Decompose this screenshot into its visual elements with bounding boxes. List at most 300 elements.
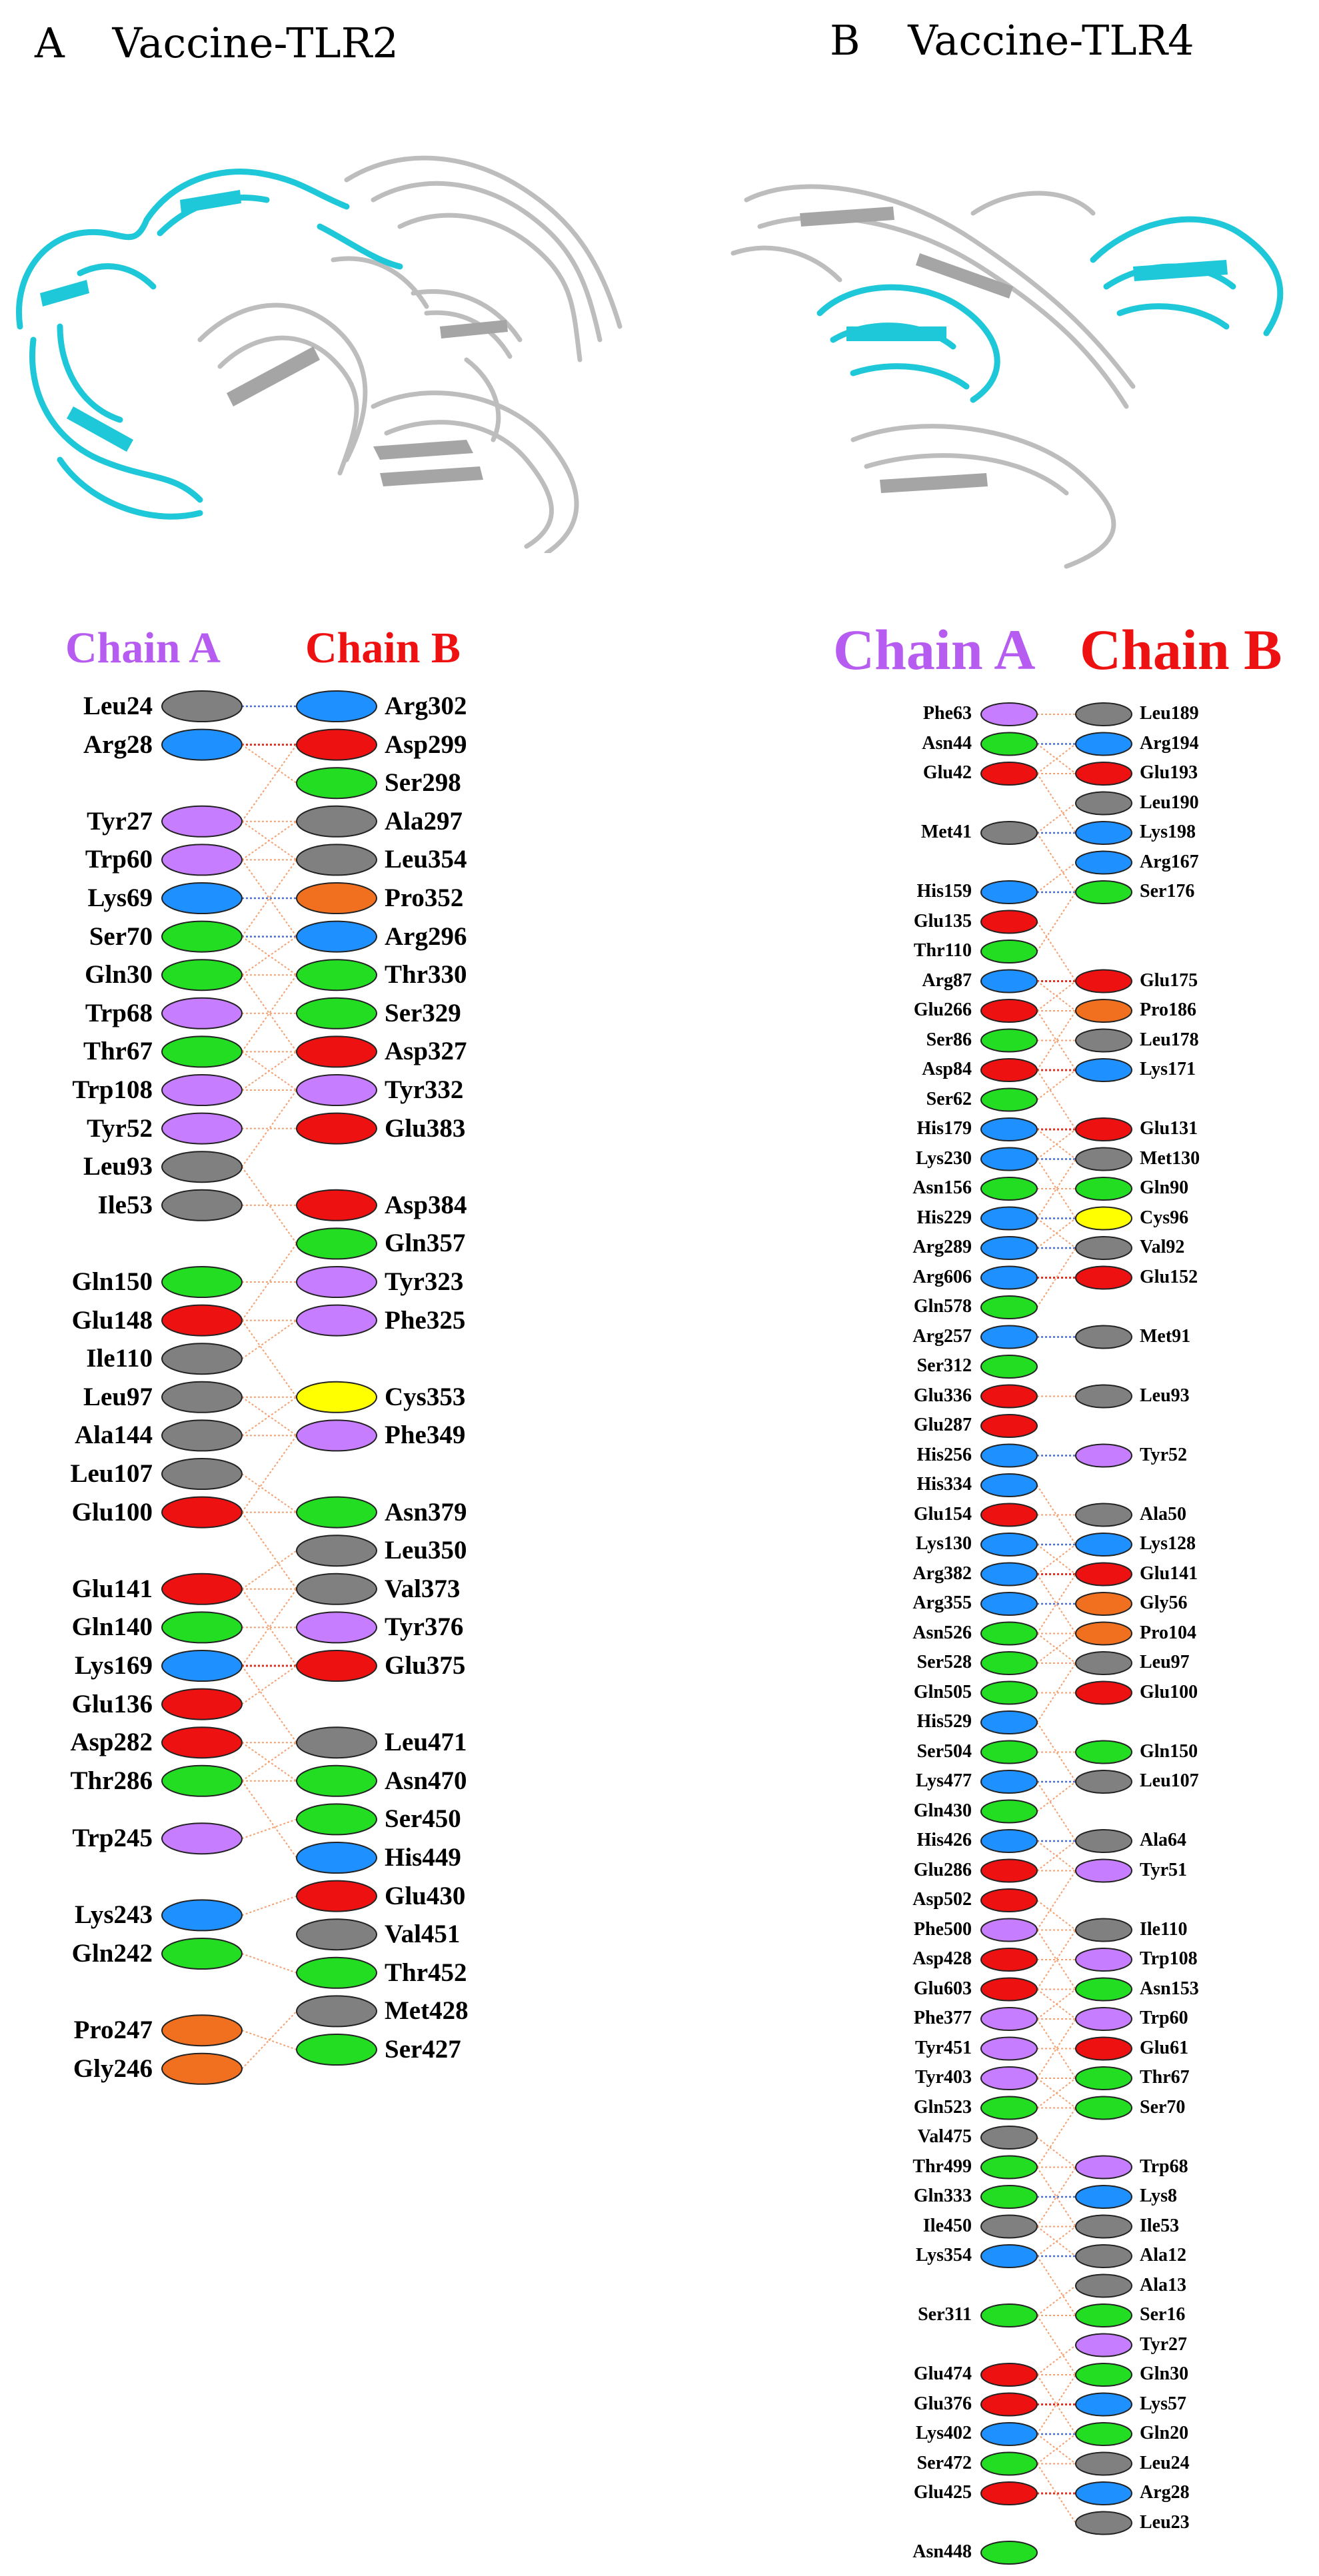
interaction-link (1037, 1782, 1076, 1812)
residue-label-cys353: Cys353 (385, 1382, 466, 1411)
residue-label-glu42: Glu42 (922, 762, 972, 783)
residue-label-leu471: Leu471 (385, 1728, 467, 1757)
residue-node-val475 (981, 2126, 1037, 2149)
residue-node-leu93 (1076, 1385, 1132, 1408)
residue-label-ser176: Ser176 (1140, 881, 1195, 902)
panel-b-letter: B (830, 16, 860, 65)
panel-b-title: Vaccine-TLR4 (908, 16, 1194, 65)
residue-label-arg302: Arg302 (385, 692, 467, 720)
residue-label-tyr27: Tyr27 (1140, 2333, 1188, 2355)
residue-label-leu189: Leu189 (1140, 703, 1199, 724)
residue-node-ile110 (1076, 1919, 1132, 1942)
residue-label-phe63: Phe63 (922, 703, 972, 724)
residue-label-glu131: Glu131 (1140, 1118, 1198, 1139)
residue-label-glu136: Glu136 (71, 1689, 153, 1718)
residue-label-lys130: Lys130 (915, 1533, 972, 1554)
residue-node-glu193 (1076, 762, 1132, 785)
residue-node-tyr51 (1076, 1860, 1132, 1882)
interaction-link (1037, 774, 1076, 833)
interaction-link (1037, 804, 1076, 834)
residue-node-glu131 (1076, 1118, 1132, 1141)
residue-label-ala50: Ala50 (1140, 1503, 1186, 1525)
residue-node-ala64 (1076, 1830, 1132, 1852)
residue-node-arg194 (1076, 733, 1132, 756)
residue-label-arg194: Arg194 (1140, 732, 1199, 754)
residue-label-asp282: Asp282 (70, 1728, 153, 1757)
residue-node-tyr451 (981, 2038, 1037, 2060)
residue-label-leu350: Leu350 (385, 1536, 467, 1565)
residue-node-glu175 (1076, 970, 1132, 993)
residue-label-glu193: Glu193 (1140, 762, 1198, 783)
residue-label-gln20: Gln20 (1140, 2423, 1189, 2443)
residue-node-tyr403 (981, 2067, 1037, 2090)
residue-label-leu24: Leu24 (1140, 2452, 1190, 2473)
residue-label-pro247: Pro247 (73, 2016, 153, 2045)
residue-label-phe325: Phe325 (385, 1305, 466, 1335)
residue-node-ser70 (1076, 2097, 1132, 2120)
residue-node-cys96 (1076, 1207, 1132, 1230)
residue-label-val92: Val92 (1140, 1237, 1185, 1257)
residue-label-trp60: Trp60 (85, 845, 153, 874)
interaction-link (1037, 1900, 1076, 1930)
interaction-link (1037, 2345, 1076, 2375)
residue-label-lys354: Lys354 (915, 2245, 972, 2265)
residue-label-his426: His426 (916, 1830, 972, 1850)
residue-node-asp502 (981, 1889, 1037, 1912)
residue-node-gln505 (981, 1682, 1037, 1704)
residue-node-met41 (981, 822, 1037, 844)
residue-label-asp299: Asp299 (385, 730, 467, 759)
residue-label-leu24: Leu24 (83, 692, 153, 720)
residue-label-tyr332: Tyr332 (385, 1075, 464, 1104)
panel-a-chain-a-header: Chain A (65, 624, 221, 672)
residue-node-gln430 (981, 1800, 1037, 1823)
residue-label-gln430: Gln430 (913, 1800, 972, 1821)
residue-label-tyr403: Tyr403 (914, 2067, 972, 2088)
residue-label-ser528: Ser528 (916, 1652, 972, 1672)
residue-node-trp108 (1076, 1948, 1132, 1971)
residue-label-ile53: Ile53 (1140, 2215, 1180, 2236)
residue-label-val373: Val373 (385, 1574, 461, 1603)
residue-node-asn153 (1076, 1978, 1132, 2001)
residue-label-asn470: Asn470 (385, 1766, 467, 1795)
residue-node-ser176 (1076, 881, 1132, 904)
residue-label-asn156: Asn156 (912, 1177, 972, 1198)
residue-node-lys402 (981, 2423, 1037, 2445)
residue-node-his179 (981, 1118, 1037, 1141)
residue-label-trp108: Trp108 (1140, 1948, 1198, 1969)
residue-node-ser16 (1076, 2304, 1132, 2327)
residue-label-glu266: Glu266 (913, 999, 972, 1020)
residue-label-leu23: Leu23 (1140, 2511, 1190, 2533)
residue-label-cys96: Cys96 (1140, 1207, 1189, 1228)
residue-node-arg289 (981, 1237, 1037, 1259)
residue-node-glu425 (981, 2482, 1037, 2505)
residue-label-glu376: Glu376 (913, 2393, 972, 2414)
residue-node-ser472 (981, 2453, 1037, 2475)
residue-label-glu100: Glu100 (1140, 1681, 1198, 1702)
residue-node-glu287 (981, 1415, 1037, 1437)
residue-label-pro186: Pro186 (1140, 999, 1197, 1020)
residue-label-tyr52: Tyr52 (87, 1113, 153, 1143)
residue-label-gln523: Gln523 (913, 2096, 972, 2118)
residue-node-glu266 (981, 999, 1037, 1022)
residue-label-ser311: Ser311 (918, 2304, 972, 2325)
residue-node-lys57 (1076, 2393, 1132, 2416)
residue-node-lys8 (1076, 2186, 1132, 2208)
residue-node-asn156 (981, 1177, 1037, 1200)
residue-node-phe63 (981, 703, 1037, 726)
residue-label-lys57: Lys57 (1140, 2393, 1187, 2414)
residue-node-gln523 (981, 2097, 1037, 2120)
residue-label-val451: Val451 (385, 1920, 461, 1949)
residue-node-leu23 (1076, 2512, 1132, 2535)
residue-node-lys198 (1076, 822, 1132, 844)
residue-label-ser472: Ser472 (916, 2452, 972, 2473)
residue-label-trp245: Trp245 (72, 1824, 153, 1853)
residue-node-his334 (981, 1474, 1037, 1497)
residue-label-arg28: Arg28 (1140, 2482, 1190, 2503)
residue-label-lys198: Lys198 (1140, 822, 1196, 842)
residue-node-leu178 (1076, 1029, 1132, 1052)
residue-label-ala64: Ala64 (1140, 1830, 1186, 1850)
interaction-link (1037, 1782, 1076, 1841)
residue-node-arg257 (981, 1326, 1037, 1349)
residue-label-ser504: Ser504 (916, 1740, 972, 1762)
residue-node-glu42 (981, 762, 1037, 785)
residue-label-arg355: Arg355 (912, 1593, 972, 1613)
residue-label-phe377: Phe377 (913, 2008, 972, 2028)
residue-node-gln20 (1076, 2423, 1132, 2445)
residue-label-his179: His179 (916, 1118, 972, 1139)
residue-label-arg289: Arg289 (912, 1237, 972, 1257)
residue-label-his159: His159 (916, 881, 972, 902)
residue-label-pro104: Pro104 (1140, 1622, 1197, 1643)
residue-label-leu93: Leu93 (1140, 1385, 1190, 1406)
residue-label-glu141: Glu141 (1140, 1563, 1198, 1584)
residue-label-gln242: Gln242 (71, 1939, 153, 1968)
residue-label-thr330: Thr330 (385, 960, 467, 989)
residue-label-ser16: Ser16 (1140, 2304, 1186, 2325)
residue-node-thr67 (1076, 2067, 1132, 2090)
residue-label-thr452: Thr452 (385, 1958, 467, 1987)
interaction-link (1037, 1871, 1076, 1930)
residue-label-lys8: Lys8 (1140, 2186, 1178, 2206)
residue-label-his529: His529 (916, 1711, 972, 1732)
residue-node-glu376 (981, 2393, 1037, 2416)
residue-label-leu97: Leu97 (83, 1382, 153, 1411)
residue-label-met41: Met41 (920, 822, 972, 842)
residue-node-ser312 (981, 1355, 1037, 1378)
residue-node-ser528 (981, 1652, 1037, 1674)
residue-label-gln578: Gln578 (913, 1296, 972, 1317)
residue-label-glu336: Glu336 (913, 1385, 972, 1406)
residue-node-phe500 (981, 1919, 1037, 1942)
interaction-link (1037, 2315, 1076, 2375)
residue-node-glu61 (1076, 2038, 1132, 2060)
residue-label-ala297: Ala297 (385, 806, 463, 836)
residue-label-tyr52: Tyr52 (1140, 1444, 1188, 1465)
residue-label-ile110: Ile110 (1140, 1918, 1188, 1940)
residue-node-pro104 (1076, 1622, 1132, 1645)
residue-label-his256: His256 (916, 1444, 972, 1465)
residue-label-asp428: Asp428 (912, 1948, 972, 1969)
residue-node-trp60 (1076, 2008, 1132, 2030)
residue-node-glu152 (1076, 1267, 1132, 1289)
residue-label-glu154: Glu154 (913, 1503, 972, 1525)
residue-label-glu175: Glu175 (1140, 969, 1198, 991)
residue-node-thr499 (981, 2156, 1037, 2179)
residue-label-asp84: Asp84 (922, 1059, 972, 1079)
residue-label-arg382: Arg382 (912, 1563, 972, 1584)
residue-label-pro352: Pro352 (385, 884, 464, 912)
residue-label-ile53: Ile53 (97, 1190, 153, 1219)
residue-node-trp68 (1076, 2156, 1132, 2179)
residue-label-leu107: Leu107 (1140, 1770, 1199, 1791)
residue-label-asn526: Asn526 (912, 1622, 972, 1643)
residue-node-lys128 (1076, 1533, 1132, 1556)
residue-label-gln333: Gln333 (913, 2186, 972, 2206)
residue-node-glu603 (981, 1978, 1037, 2001)
residue-label-trp108: Trp108 (72, 1075, 153, 1104)
residue-node-glu100 (1076, 1682, 1132, 1704)
residue-node-arg355 (981, 1593, 1037, 1615)
residue-label-glu61: Glu61 (1140, 2037, 1189, 2058)
residue-label-ser329: Ser329 (385, 998, 461, 1027)
residue-node-lys130 (981, 1533, 1037, 1556)
residue-label-tyr451: Tyr451 (914, 2037, 972, 2058)
panel-a-chain-b-header: Chain B (305, 624, 461, 672)
residue-label-val475: Val475 (917, 2126, 972, 2147)
residue-label-lys243: Lys243 (74, 1900, 153, 1930)
interaction-link (1037, 2138, 1076, 2168)
residue-node-val92 (1076, 1237, 1132, 1259)
residue-label-ser450: Ser450 (385, 1804, 461, 1834)
residue-label-ile110: Ile110 (86, 1344, 153, 1373)
residue-label-gln150: Gln150 (1140, 1740, 1198, 1762)
panel-b-chain-a-header: Chain A (833, 618, 1036, 682)
residue-node-leu107 (1076, 1770, 1132, 1793)
panel-b-chain-b-header: Chain B (1080, 618, 1282, 682)
residue-label-gly56: Gly56 (1140, 1593, 1188, 1613)
interaction-link (1037, 2286, 1076, 2316)
residue-label-gln357: Gln357 (385, 1229, 466, 1258)
residue-label-ala144: Ala144 (75, 1421, 153, 1450)
residue-label-thr286: Thr286 (70, 1766, 153, 1795)
residue-node-gln333 (981, 2186, 1037, 2208)
residue-label-ser312: Ser312 (916, 1355, 972, 1376)
residue-label-lys128: Lys128 (1140, 1533, 1196, 1554)
residue-label-ser70: Ser70 (1140, 2096, 1186, 2118)
residue-node-ile450 (981, 2216, 1037, 2238)
residue-label-ser62: Ser62 (926, 1088, 972, 1109)
interaction-link (1037, 833, 1076, 892)
residue-label-glu148: Glu148 (71, 1305, 153, 1335)
residue-node-his229 (981, 1207, 1037, 1230)
residue-label-asp384: Asp384 (385, 1190, 467, 1219)
residue-node-asn448 (981, 2541, 1037, 2564)
panel-a-title: Vaccine-TLR2 (112, 19, 399, 67)
residue-label-glu603: Glu603 (913, 1978, 972, 1999)
residue-label-glu375: Glu375 (385, 1651, 466, 1680)
residue-label-glu152: Glu152 (1140, 1266, 1198, 1287)
residue-node-leu97 (1076, 1652, 1132, 1674)
residue-label-asn448: Asn448 (912, 2541, 972, 2562)
residue-label-arg87: Arg87 (922, 969, 972, 991)
residue-label-lys477: Lys477 (915, 1770, 972, 1791)
interaction-link (1037, 2108, 1076, 2168)
residue-node-thr110 (981, 940, 1037, 963)
residue-node-gly56 (1076, 1593, 1132, 1615)
residue-label-his229: His229 (916, 1207, 972, 1228)
residue-label-glu286: Glu286 (913, 1859, 972, 1880)
residue-node-arg167 (1076, 852, 1132, 874)
residue-node-arg606 (981, 1267, 1037, 1289)
residue-node-gln30 (1076, 2363, 1132, 2386)
residue-label-phe500: Phe500 (913, 1918, 972, 1940)
residue-node-gln578 (981, 1296, 1037, 1319)
residue-label-glu430: Glu430 (385, 1881, 466, 1910)
residue-node-asp428 (981, 1948, 1037, 1971)
residue-label-glu383: Glu383 (385, 1113, 466, 1143)
residue-node-pro186 (1076, 999, 1132, 1022)
residue-label-gln505: Gln505 (913, 1681, 972, 1702)
residue-label-ala12: Ala12 (1140, 2245, 1186, 2265)
interaction-link (1037, 1070, 1076, 1129)
residue-label-lys171: Lys171 (1140, 1059, 1196, 1079)
residue-label-tyr27: Tyr27 (87, 806, 153, 836)
residue-node-ile53 (1076, 2216, 1132, 2238)
residue-label-tyr51: Tyr51 (1140, 1859, 1188, 1880)
residue-node-his529 (981, 1711, 1037, 1734)
residue-node-his426 (981, 1830, 1037, 1852)
interaction-link (1037, 892, 1076, 952)
residue-label-ser86: Ser86 (926, 1029, 972, 1050)
residue-node-ala12 (1076, 2245, 1132, 2267)
residue-node-glu154 (981, 1504, 1037, 1527)
residue-node-ser86 (981, 1029, 1037, 1052)
residue-label-gln140: Gln140 (71, 1612, 153, 1642)
interaction-link (1037, 1070, 1076, 1100)
residue-node-gln90 (1076, 1177, 1132, 1200)
residue-node-ser504 (981, 1741, 1037, 1764)
residue-label-lys230: Lys230 (915, 1147, 972, 1169)
residue-node-ala50 (1076, 1504, 1132, 1527)
residue-label-gln150: Gln150 (71, 1267, 153, 1296)
residue-label-glu100: Glu100 (71, 1497, 153, 1527)
residue-label-asn153: Asn153 (1140, 1978, 1199, 1999)
residue-node-lys230 (981, 1148, 1037, 1171)
residue-node-phe377 (981, 2008, 1037, 2030)
residue-node-ala13 (1076, 2275, 1132, 2297)
residue-node-arg28 (1076, 2482, 1132, 2505)
interaction-link (1037, 922, 1076, 981)
residue-label-lys402: Lys402 (915, 2423, 972, 2443)
residue-node-gln150 (1076, 1741, 1132, 1764)
residue-node-his256 (981, 1445, 1037, 1467)
residue-label-arg296: Arg296 (385, 922, 467, 951)
residue-label-met428: Met428 (385, 1996, 469, 2026)
residue-label-trp60: Trp60 (1140, 2008, 1188, 2028)
residue-node-ser311 (981, 2304, 1037, 2327)
residue-node-his159 (981, 881, 1037, 904)
residue-node-asn44 (981, 733, 1037, 756)
interaction-link (1037, 863, 1076, 893)
residue-label-ser70: Ser70 (89, 922, 153, 951)
residue-label-ile450: Ile450 (922, 2215, 972, 2236)
residue-node-lys171 (1076, 1059, 1132, 1081)
residue-label-leu354: Leu354 (385, 845, 467, 874)
residue-node-lys477 (981, 1770, 1037, 1793)
residue-label-arg606: Arg606 (912, 1266, 972, 1287)
residue-label-glu474: Glu474 (913, 2363, 972, 2384)
residue-label-gln90: Gln90 (1140, 1177, 1189, 1198)
residue-node-glu336 (981, 1385, 1037, 1408)
residue-label-asp327: Asp327 (385, 1037, 467, 1066)
residue-label-gln30: Gln30 (85, 960, 153, 989)
residue-node-lys354 (981, 2245, 1037, 2267)
residue-node-leu24 (1076, 2453, 1132, 2475)
residue-label-leu97: Leu97 (1140, 1652, 1190, 1672)
residue-label-thr67: Thr67 (83, 1037, 153, 1066)
residue-node-glu135 (981, 911, 1037, 934)
residue-label-arg257: Arg257 (912, 1325, 972, 1347)
interaction-link (1037, 2256, 1076, 2315)
residue-label-tyr323: Tyr323 (385, 1267, 464, 1296)
residue-label-tyr376: Tyr376 (385, 1612, 464, 1642)
residue-label-lys169: Lys169 (74, 1651, 153, 1680)
residue-label-leu190: Leu190 (1140, 792, 1199, 813)
residue-label-his449: His449 (385, 1843, 461, 1872)
residue-node-glu141 (1076, 1563, 1132, 1586)
residue-node-glu474 (981, 2363, 1037, 2386)
residue-label-gly246: Gly246 (73, 2054, 153, 2083)
residue-label-thr67: Thr67 (1140, 2067, 1190, 2088)
residue-label-glu425: Glu425 (913, 2482, 972, 2503)
residue-label-glu135: Glu135 (913, 910, 972, 932)
residue-label-lys69: Lys69 (87, 884, 153, 912)
residue-node-met130 (1076, 1148, 1132, 1171)
residue-node-leu189 (1076, 703, 1132, 726)
residue-node-ser62 (981, 1089, 1037, 1111)
residue-node-leu190 (1076, 792, 1132, 815)
residue-label-met91: Met91 (1140, 1325, 1191, 1347)
residue-label-ser427: Ser427 (385, 2035, 461, 2064)
residue-label-his334: His334 (916, 1474, 972, 1495)
residue-label-thr499: Thr499 (912, 2156, 972, 2177)
residue-label-glu287: Glu287 (913, 1415, 972, 1435)
residue-node-glu286 (981, 1860, 1037, 1882)
residue-label-trp68: Trp68 (1140, 2156, 1188, 2177)
residue-label-gln30: Gln30 (1140, 2363, 1189, 2384)
residue-node-arg87 (981, 970, 1037, 993)
residue-label-thr110: Thr110 (913, 940, 972, 961)
residue-label-leu178: Leu178 (1140, 1029, 1199, 1050)
residue-label-asn44: Asn44 (922, 732, 972, 754)
residue-label-met130: Met130 (1140, 1147, 1200, 1169)
residue-node-met91 (1076, 1326, 1132, 1349)
residue-label-ala13: Ala13 (1140, 2274, 1186, 2295)
residue-label-phe349: Phe349 (385, 1421, 466, 1450)
residue-node-asn526 (981, 1622, 1037, 1645)
residue-label-asp502: Asp502 (912, 1889, 972, 1910)
residue-label-arg28: Arg28 (83, 730, 153, 759)
residue-label-ser298: Ser298 (385, 768, 461, 798)
residue-label-arg167: Arg167 (1140, 851, 1199, 872)
residue-node-tyr27 (1076, 2334, 1132, 2357)
residue-label-leu93: Leu93 (83, 1152, 153, 1181)
residue-node-arg382 (981, 1563, 1037, 1586)
